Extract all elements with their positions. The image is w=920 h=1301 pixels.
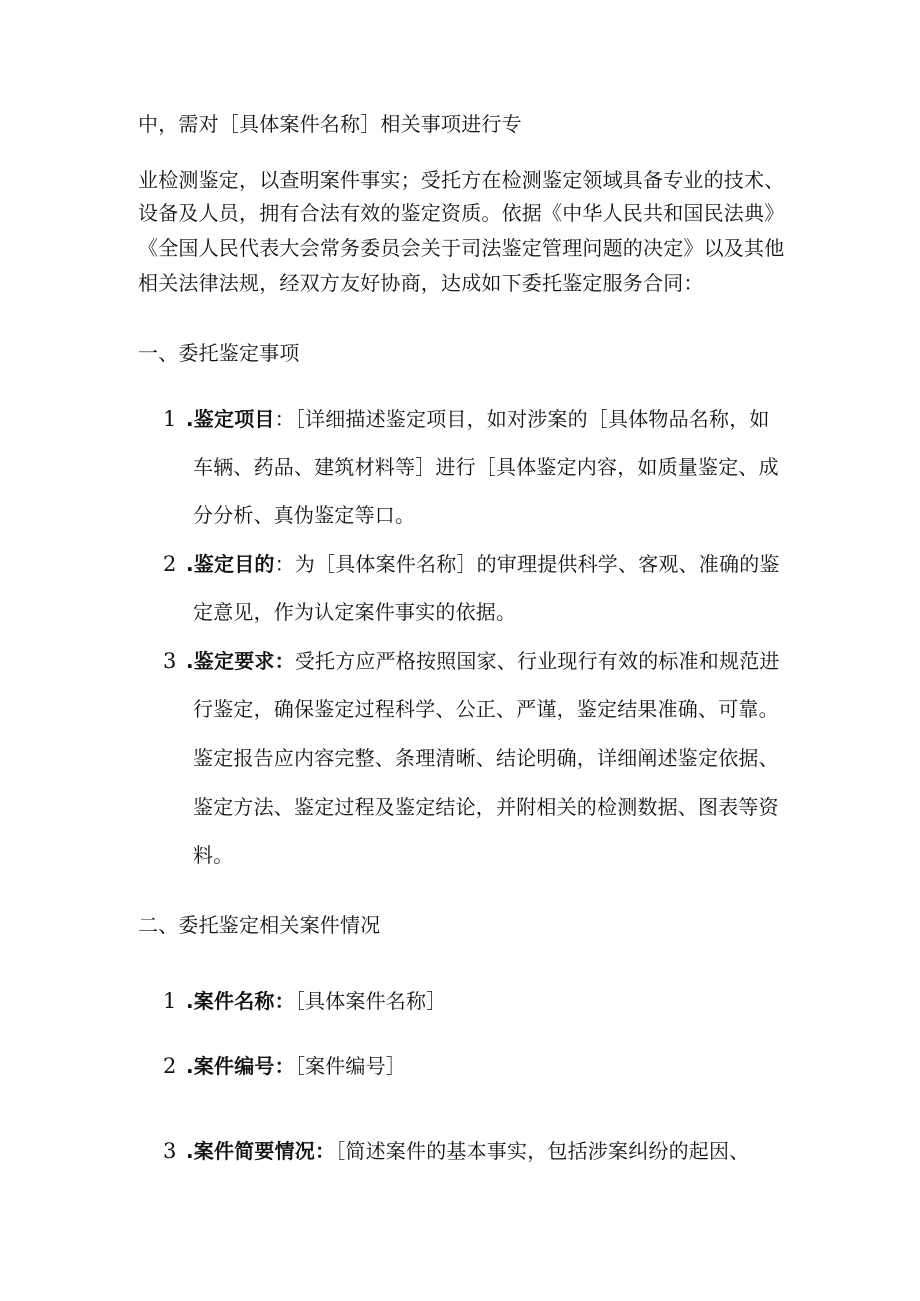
item-text-line: 鉴定报告应内容完整、条理清晰、结论明确，详细阐述鉴定依据、 xyxy=(193,746,779,770)
item-text: ：［详细描述鉴定项目，如对涉案的［具体物品名称，如 xyxy=(274,407,770,431)
intro-line-3: 设备及人员，拥有合法有效的鉴定资质。依据《中华人民共和国民法典》 xyxy=(138,201,785,225)
item-text-line: 定意见，作为认定案件事实的依据。 xyxy=(193,600,517,624)
intro-line-2: 业检测鉴定，以查明案件事实；受托方在检测鉴定领域具备专业的技术、 xyxy=(138,168,785,192)
item-label: .案件编号： xyxy=(186,1054,295,1078)
item-label: .案件名称： xyxy=(186,989,295,1013)
item-text-line: 分分析、真伪鉴定等口。 xyxy=(193,503,416,527)
section-2-heading: 二、委托鉴定相关案件情况 xyxy=(138,913,381,937)
intro-line-4: 《全国人民代表大会常务委员会关于司法鉴定管理问题的决定》以及其他 xyxy=(138,236,785,260)
list-item xyxy=(186,1052,406,1080)
item-text: ［案件编号］ xyxy=(294,1054,407,1078)
list-item xyxy=(186,1137,749,1165)
item-text: ［简述案件的基本事实，包括涉案纠纷的起因、 xyxy=(335,1139,750,1163)
item-text: 受托方应严格按照国家、行业现行有效的标准和规范进 xyxy=(294,649,780,673)
list-item xyxy=(186,987,446,1015)
item-number: 3 xyxy=(163,649,177,673)
list-item xyxy=(186,405,770,433)
section-1-heading: 一、委托鉴定事项 xyxy=(138,341,300,365)
item-text: ：为［具体案件名称］的审理提供科学、客观、准确的鉴 xyxy=(274,552,780,576)
item-text-line: 行鉴定，确保鉴定过程科学、公正、严谨，鉴定结果准确、可靠。 xyxy=(193,697,779,721)
item-label: .鉴定要求： xyxy=(186,649,295,673)
list-item xyxy=(186,647,780,675)
item-text-line: 车辆、药品、建筑材料等］进行［具体鉴定内容，如质量鉴定、成 xyxy=(193,455,779,479)
item-number: 3 xyxy=(163,1139,177,1163)
item-label: .鉴定目的 xyxy=(186,552,275,576)
item-number: 1 xyxy=(163,407,177,431)
item-text-line: 料。 xyxy=(193,843,234,867)
intro-line-5: 相关法律法规，经双方友好协商，达成如下委托鉴定服务合同： xyxy=(138,271,704,295)
item-label: .案件简要情况： xyxy=(186,1139,336,1163)
item-number: 2 xyxy=(163,1054,177,1078)
item-text-line: 鉴定方法、鉴定过程及鉴定结论，并附相关的检测数据、图表等资 xyxy=(193,795,779,819)
item-label: .鉴定项目 xyxy=(186,407,275,431)
intro-line-1: 中，需对［具体案件名称］相关事项进行专 xyxy=(138,112,522,136)
item-text: ［具体案件名称］ xyxy=(294,989,447,1013)
list-item xyxy=(186,550,780,578)
item-number: 2 xyxy=(163,552,177,576)
item-number: 1 xyxy=(163,989,177,1013)
